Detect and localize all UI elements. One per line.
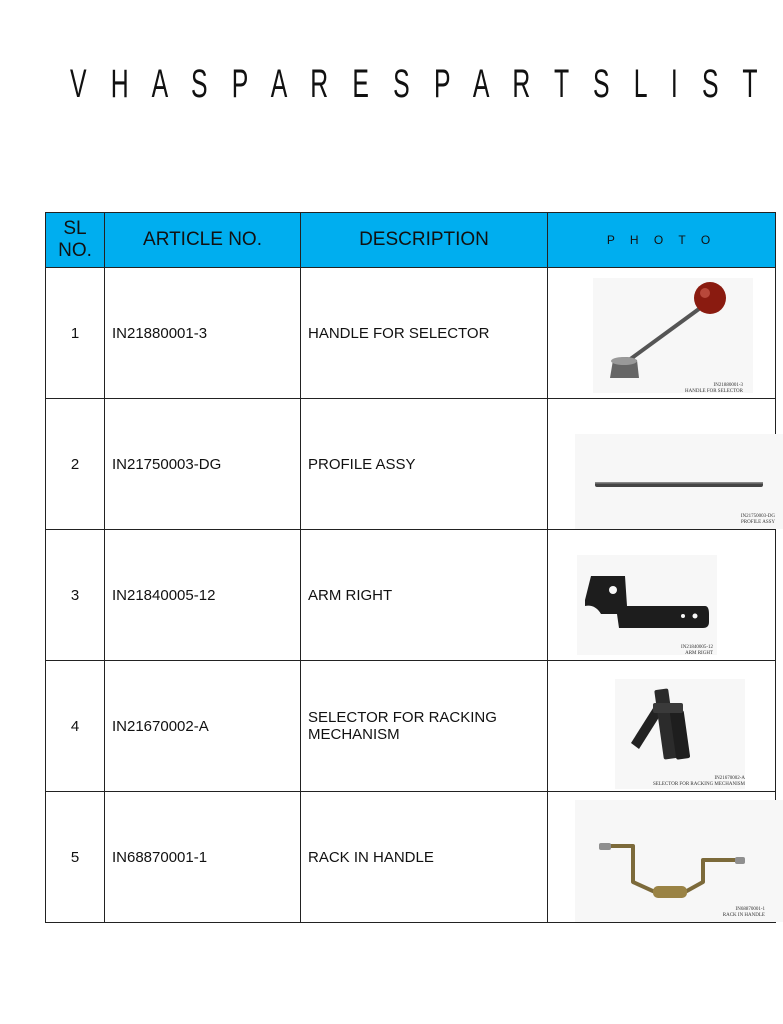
table-row: [46, 792, 776, 923]
cell-sl: 3: [46, 530, 105, 661]
page-title: V H A S P A R E S P A R T S L I S T: [70, 62, 767, 106]
photo-caption: IN21750003-DG: [740, 514, 775, 519]
table-row: [46, 268, 776, 399]
selector-handle-photo: [555, 268, 783, 398]
profile-assy-photo: [555, 399, 783, 529]
cell-sl: 4: [46, 661, 105, 792]
photo-caption: HANDLE FOR SELECTOR: [685, 389, 743, 394]
cell-article: IN21880001-3: [105, 268, 301, 399]
table-row: [46, 399, 776, 530]
table-header-row: [46, 213, 776, 268]
photo-caption: IN68870001-1: [735, 907, 765, 912]
cell-article: IN21840005-12: [105, 530, 301, 661]
header-photo: P H O T O: [548, 213, 776, 268]
table-row: [46, 661, 776, 792]
cell-sl: 2: [46, 399, 105, 530]
cell-article: IN21670002-A: [105, 661, 301, 792]
racking-selector-photo: [555, 661, 783, 791]
photo-caption: ARM RIGHT: [685, 651, 713, 656]
photo-caption: IN21840005-12: [681, 645, 713, 650]
cell-photo: [548, 268, 776, 399]
cell-description: ARM RIGHT: [301, 530, 548, 661]
cell-photo: [548, 399, 776, 530]
header-sl-no: SL NO.: [46, 213, 105, 268]
photo-caption: IN21880001-3: [713, 383, 743, 388]
cell-photo: [548, 530, 776, 661]
header-article-no: ARTICLE NO.: [105, 213, 301, 268]
cell-description: HANDLE FOR SELECTOR: [301, 268, 548, 399]
cell-sl: 5: [46, 792, 105, 923]
table-row: [46, 530, 776, 661]
photo-caption: SELECTOR FOR RACKING MECHANISM: [652, 782, 745, 787]
cell-description: PROFILE ASSY: [301, 399, 548, 530]
cell-description: SELECTOR FOR RACKING MECHANISM: [301, 661, 548, 792]
cell-photo: [548, 661, 776, 792]
cell-article: IN21750003-DG: [105, 399, 301, 530]
cell-photo: [548, 792, 776, 923]
spares-table: [45, 212, 776, 923]
photo-caption: IN21670002-A: [714, 776, 745, 781]
arm-right-photo: [555, 530, 783, 660]
cell-article: IN68870001-1: [105, 792, 301, 923]
header-description: DESCRIPTION: [301, 213, 548, 268]
photo-caption: RACK IN HANDLE: [722, 913, 765, 918]
photo-caption: PROFILE ASSY: [740, 520, 775, 525]
rack-in-handle-photo: [555, 792, 783, 922]
cell-sl: 1: [46, 268, 105, 399]
cell-description: RACK IN HANDLE: [301, 792, 548, 923]
